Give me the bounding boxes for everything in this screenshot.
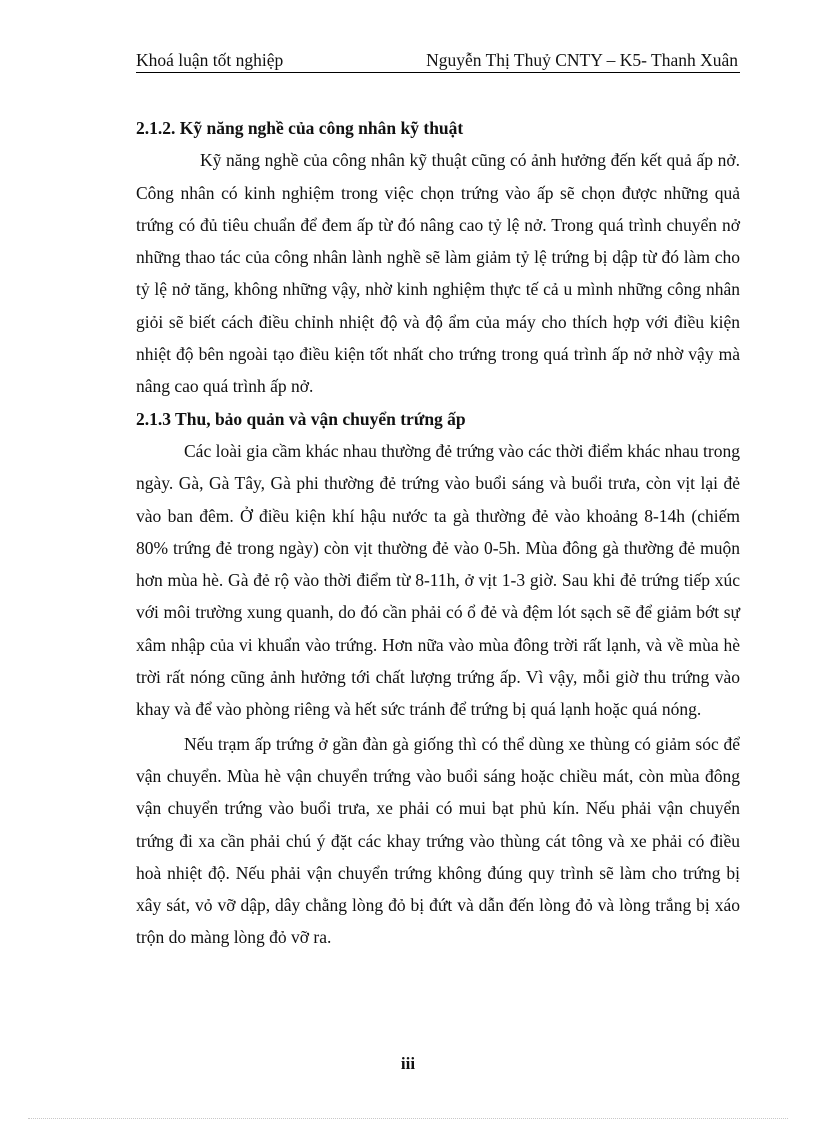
section-heading-2-1-3: 2.1.3 Thu, bảo quản và vận chuyển trứng ấp	[136, 408, 466, 429]
page-number: iii	[400, 1054, 416, 1073]
paragraph-worker-skills: Kỹ năng nghề của công nhân kỹ thuật cũng có ảnh hưởng đến kết quả ấp nở. Công nhân có kinh nghiệm trong việc chọn trứng vào ấp sẽ chọn được những quả trứng có đủ tiêu chuẩn để đem ấp từ đó nâng cao tỷ lệ nở. Trong quá trình chuyển nở những thao tác của công nhân lành nghề sẽ làm giảm tỷ lệ trứng bị dập từ đó làm cho tỷ lệ nở tăng, không những vậy, nhờ kinh nghiệm thực tế cả u mình những công nhân giỏi sẽ biết cách điều chỉnh nhiệt độ và độ ẩm của máy cho thích hợp với điều kiện nhiệt độ bên ngoài tạo điều kiện tốt nhất cho trứng trong quá trình ấp nở nhờ vậy mà nâng cao quá trình ấp nở.	[136, 150, 740, 397]
paragraph-egg-collection: Các loài gia cầm khác nhau thường đẻ trứng vào các thời điểm khác nhau trong ngày. Gà, Gà Tây, Gà phi thường đẻ trứng vào buổi sáng và buổi trưa, còn vịt lại đẻ vào ban đêm. Ở điều kiện khí hậu nước ta gà thường đẻ vào khoảng 8-14h (chiếm 80% trứng đẻ trong ngày) còn vịt thường đẻ vào 0-5h. Mùa đông gà thường đẻ muộn hơn mùa hè. Gà đẻ rộ vào thời điểm từ 8-11h, ở vịt 1-3 giờ. Sau khi đẻ trứng tiếp xúc với môi trường xung quanh, do đó cần phải có ổ đẻ và đệm lót sạch sẽ để giảm bớt sự xâm nhập của vi khuẩn vào trứng. Hơn nữa vào mùa đông trời rất lạnh, và về mùa hè trời rất nóng cũng ảnh hưởng tới chất lượng trứng ấp. Vì vậy, mỗi giờ thu trứng vào khay và để vào phòng riêng và hết sức tránh để trứng bị quá lạnh hoặc quá nóng.	[136, 440, 740, 720]
bottom-dotted-divider	[28, 1118, 788, 1119]
section-heading-2-1-2: 2.1.2. Kỹ năng nghề của công nhân kỹ thuật	[136, 118, 464, 138]
page-header	[136, 48, 740, 73]
header-author: Nguyễn Thị Thuỷ CNTY – K5- Thanh Xuân	[426, 50, 738, 70]
document-body	[136, 112, 740, 954]
header-thesis-label: Khoá luận tốt nghiệp	[136, 50, 284, 70]
paragraph-egg-transport: Nếu trạm ấp trứng ở gần đàn gà giống thì có thể dùng xe thùng có giảm sóc để vận chuyển. Mùa hè vận chuyển trứng vào buổi sáng hoặc chiều mát, còn mùa đông vận chuyển trứng vào buổi trưa, xe phải có mui bạt phủ kín. Nếu phải vận chuyển trứng đi xa cần phải chú ý đặt các khay trứng vào thùng cát tông và xe phải có điều hoà nhiệt độ. Nếu phải vận chuyển trứng không đúng quy trình sẽ làm cho trứng bị xây sát, vỏ vỡ dập, dây chằng lòng đỏ bị đứt và dẫn đến lòng đỏ và lòng trắng bị xáo trộn do màng lòng đỏ vỡ ra.	[136, 733, 740, 948]
